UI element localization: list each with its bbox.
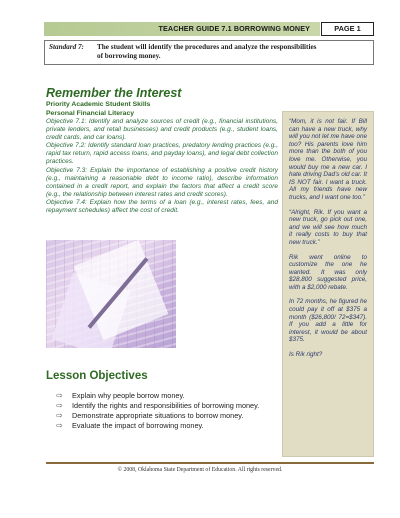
story-paragraph: Rik went online to customize the one he wanted. It was only $28,800 suggested price, with a $2,000 rebate.	[289, 253, 367, 291]
arrow-icon: ⇨	[56, 401, 63, 410]
story-paragraph: “Mom, it is not fair. If Bill can have a new truck, why will you not let me have one too? His parents love him more than the both of you love me. Otherwise, you would buy me a new car. I hate driving Dad’s old car. It IS NOT fair. I want a truck. All my friends have new trucks, and I want one too.”	[289, 118, 367, 201]
objective-7-4: Objective 7.4: Explain how the terms of a loan (e.g., interest rates, fees, and repayment schedules) affect the cost of credit.	[46, 198, 278, 215]
objective-7-1: Objective 7.1: Identify and analyze sources of credit (e.g., financial institutions, private lenders, and retail businesses) and credit products (e.g., student loans, credit cards, and car loans).	[46, 118, 278, 142]
page-number: PAGE 1	[321, 22, 374, 36]
story-sidebar	[282, 111, 374, 457]
remember-title: Remember the Interest	[46, 86, 182, 100]
copyright-footer: © 2008, Oklahoma State Department of Education. All rights reserved.	[117, 467, 283, 473]
arrow-icon: ⇨	[56, 421, 63, 430]
standard-label: Standard 7:	[49, 43, 84, 51]
arrow-icon: ⇨	[56, 391, 63, 400]
objective-7-3: Objective 7.3: Explain the importance of establishing a positive credit history (e.g., maintaining a reasonable debt to income ratio), describe information contained in a credit report, and explain the factors that affect a credit score (e.g., the relationship between interest rates and credit scores).	[46, 166, 278, 198]
standard-text-line2: of borrowing money.	[97, 52, 161, 60]
standard-text-line1: The student will identify the procedures and analyze the responsibilities	[97, 43, 317, 51]
objectives-list	[46, 118, 278, 215]
arrow-icon: ⇨	[56, 411, 63, 420]
story-paragraph: “Alright, Rik. If you want a new truck, go pick out one, and we will see how much it really costs to buy that new truck.”	[289, 208, 367, 246]
story-paragraph: In 72 months, he figured he could pay it off at $375 a month ($26,800/ 72=$347). If you add a little for interest, it would be about $375.	[289, 298, 367, 344]
list-item: ⇨ Evaluate the impact of borrowing money.	[56, 421, 204, 430]
footer-divider	[46, 462, 374, 464]
page-header	[44, 22, 374, 36]
pass-heading: Priority Academic Student Skills	[46, 101, 151, 108]
list-item: ⇨ Explain why people borrow money.	[56, 391, 185, 400]
objective-7-2: Objective 7.2: Identify standard loan practices, predatory lending practices (e.g., rapid tax return, rapid access loans, and payday loans), and legal debt collection practices.	[46, 142, 278, 166]
lesson-objectives-list	[56, 391, 276, 431]
lesson-objectives-title: Lesson Objectives	[46, 370, 148, 382]
list-item: ⇨ Demonstrate appropriate situations to borrow money.	[56, 411, 244, 420]
calculator-photo	[46, 240, 176, 348]
list-item: ⇨ Identify the rights and responsibilities of borrowing money.	[56, 401, 260, 410]
financial-literacy-heading: Personal Financial Literacy	[46, 110, 135, 117]
story-question: Is Rik right?	[289, 351, 323, 359]
guide-title: TEACHER GUIDE 7.1 BORROWING MONEY	[44, 22, 320, 36]
standard-box	[44, 40, 374, 65]
